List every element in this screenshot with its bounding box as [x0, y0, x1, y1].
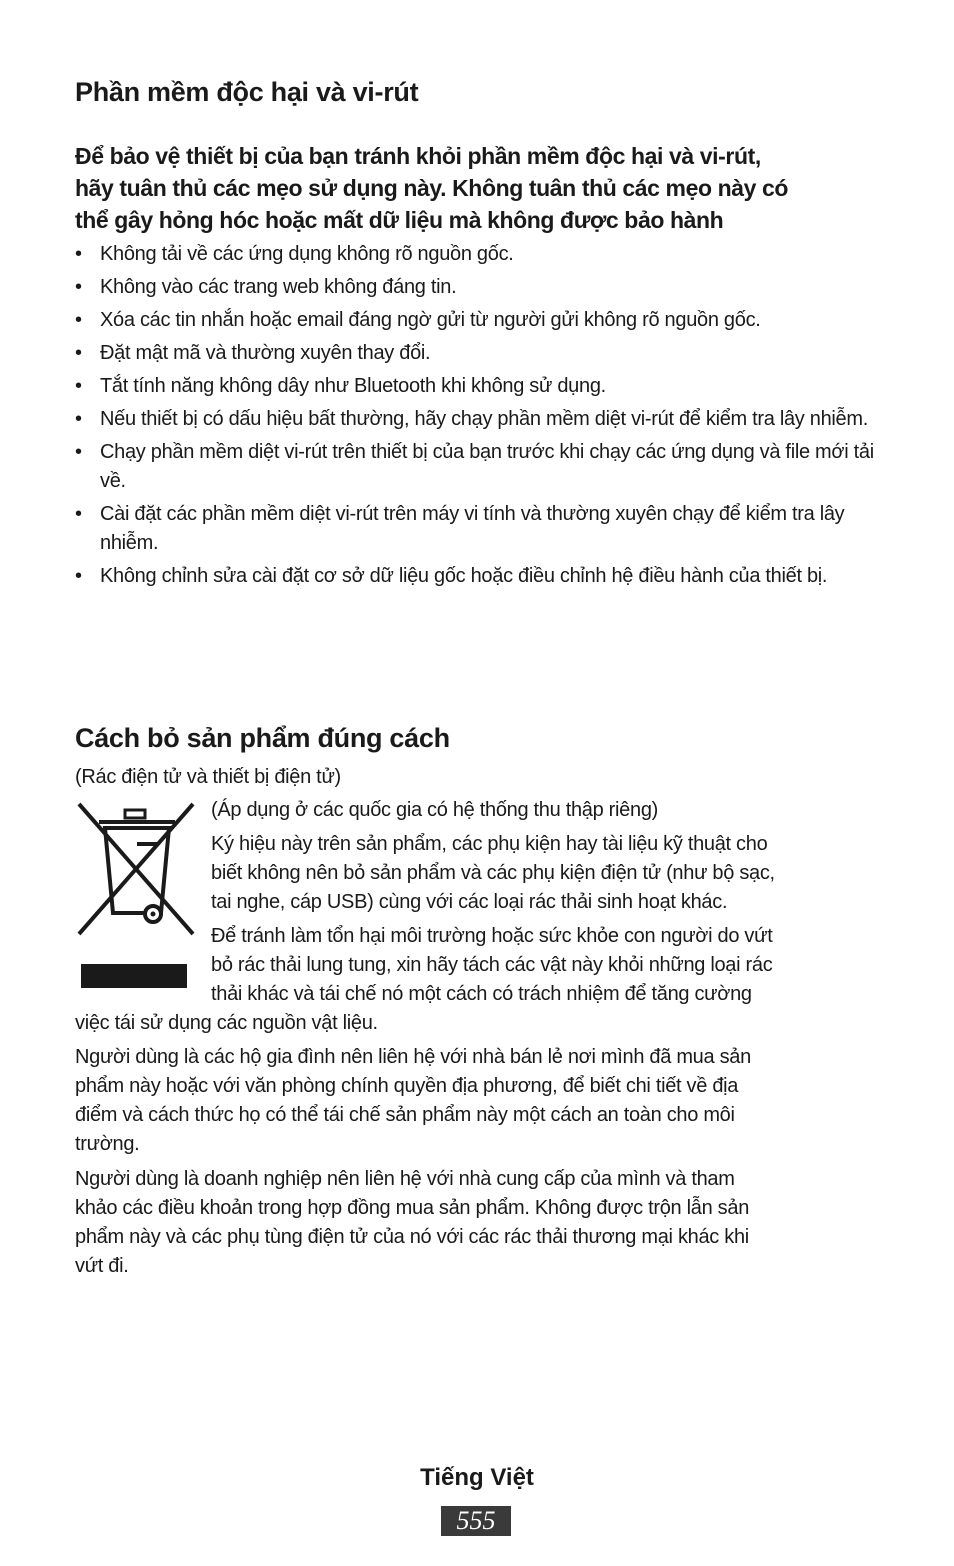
section-heading-malware: Phần mềm độc hại và vi-rút: [75, 77, 419, 107]
intro-line: thể gây hỏng hóc hoặc mất dữ liệu mà không được bảo hành: [75, 207, 724, 233]
intro-line: hãy tuân thủ các mẹo sử dụng này. Không tuân thủ các mẹo này có: [75, 175, 789, 201]
disposal-paragraph-2: [211, 922, 875, 1009]
list-item: • Tắt tính năng không dây như Bluetooth khi không sử dụng.: [75, 372, 875, 401]
paragraph-line: bỏ rác thải lung tung, xin hãy tách các vật này khỏi những loại rác: [211, 954, 773, 976]
paragraph-line: tai nghe, cáp USB) cùng với các loại rác thải sinh hoạt khác.: [211, 891, 728, 913]
paragraph-line: phẩm này và các phụ tùng điện tử của nó với các rác thải thương mại khác khi: [75, 1226, 749, 1248]
disposal-paragraph-3: [75, 1043, 875, 1159]
crossed-out-wheelie-bin-icon: [75, 798, 199, 998]
paragraph-line: biết không nên bỏ sản phẩm và các phụ kiện điện tử (như bộ sạc,: [211, 862, 775, 884]
paragraph-line: Người dùng là các hộ gia đình nên liên hệ với nhà bán lẻ nơi mình đã mua sản: [75, 1046, 751, 1068]
paragraph-line: trường.: [75, 1133, 140, 1155]
list-item: • Không tải về các ứng dụng không rõ nguồn gốc.: [75, 240, 875, 269]
disposal-apply-note: [211, 796, 875, 825]
paragraph-line: Ký hiệu này trên sản phẩm, các phụ kiện hay tài liệu kỹ thuật cho: [211, 833, 768, 855]
malware-intro: [75, 140, 875, 236]
paragraph-line: vứt đi.: [75, 1255, 129, 1277]
list-item: • Đặt mật mã và thường xuyên thay đổi.: [75, 339, 875, 368]
footer-language: Tiếng Việt: [420, 1464, 534, 1491]
list-item: • Chạy phần mềm diệt vi-rút trên thiết bị của bạn trước khi chạy các ứng dụng và file mới tải về.: [75, 438, 875, 496]
apply-note-line: (Áp dụng ở các quốc gia có hệ thống thu thập riêng): [211, 799, 659, 821]
list-item: • Nếu thiết bị có dấu hiệu bất thường, hãy chạy phần mềm diệt vi-rút để kiểm tra lây nhiễm.: [75, 405, 875, 434]
disposal-paragraph-1: [211, 830, 875, 917]
list-item: • Xóa các tin nhắn hoặc email đáng ngờ gửi từ người gửi không rõ nguồn gốc.: [75, 306, 875, 335]
paragraph-line: Để tránh làm tổn hại môi trường hoặc sức khỏe con người do vứt: [211, 925, 773, 947]
list-item: • Cài đặt các phần mềm diệt vi-rút trên máy vi tính và thường xuyên chạy để kiểm tra lây nhiễm.: [75, 500, 875, 558]
page-number: 555: [441, 1506, 511, 1536]
disposal-paragraph-2-tail: [75, 1009, 875, 1038]
list-item: • Không vào các trang web không đáng tin.: [75, 273, 875, 302]
section-heading-disposal: Cách bỏ sản phẩm đúng cách: [75, 723, 450, 753]
disposal-paragraph-4: [75, 1165, 875, 1281]
list-item: • Không chỉnh sửa cài đặt cơ sở dữ liệu gốc hoặc điều chỉnh hệ điều hành của thiết bị.: [75, 562, 875, 591]
intro-line: Để bảo vệ thiết bị của bạn tránh khỏi phần mềm độc hại và vi-rút,: [75, 143, 761, 169]
paragraph-line: thải khác và tái chế nó một cách có trách nhiệm để tăng cường: [211, 983, 752, 1005]
paragraph-line: phẩm này hoặc với văn phòng chính quyền địa phương, để biết chi tiết về địa: [75, 1075, 739, 1097]
disposal-subtitle: (Rác điện tử và thiết bị điện tử): [75, 766, 341, 788]
paragraph-line: khảo các điều khoản trong hợp đồng mua sản phẩm. Không được trộn lẫn sản: [75, 1197, 750, 1219]
paragraph-line: Người dùng là doanh nghiệp nên liên hệ với nhà cung cấp của mình và tham: [75, 1168, 735, 1190]
paragraph-line: điểm và cách thức họ có thể tái chế sản phẩm này một cách an toàn cho môi: [75, 1104, 735, 1126]
malware-tips-list: [75, 240, 875, 595]
paragraph-line: việc tái sử dụng các nguồn vật liệu.: [75, 1012, 378, 1034]
